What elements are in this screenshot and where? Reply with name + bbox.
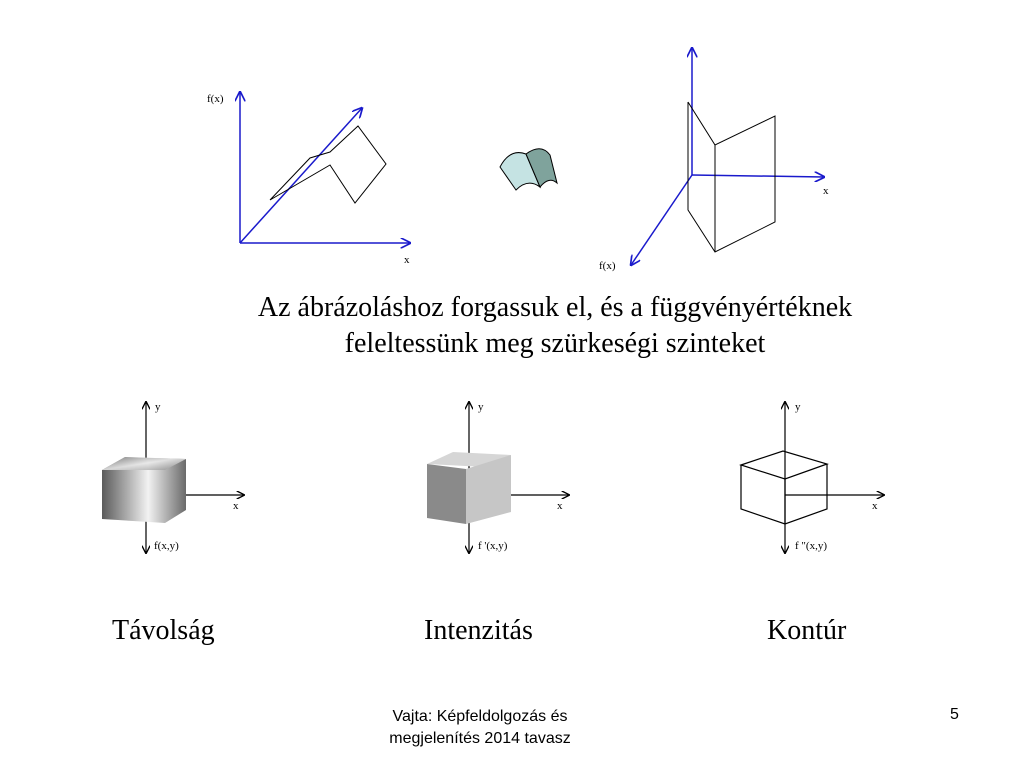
graph-2d-y-label: f(x) [207, 93, 224, 105]
panel-intensity [427, 401, 569, 553]
footer-line-2: megjelenítés 2014 tavasz [389, 730, 571, 747]
caption-contour: Kontúr [767, 615, 847, 646]
panel-2-f-label: f '(x,y) [478, 540, 508, 552]
graph-3d-x-label: x [823, 185, 829, 197]
panel-3-y-label: y [795, 401, 801, 413]
panel-1-f-label: f(x,y) [154, 540, 179, 552]
graph-2d-diagonal-axis [240, 108, 362, 243]
caption-distance: Távolság [112, 615, 215, 646]
panel-distance [102, 401, 244, 553]
panel-2-y-label: y [478, 401, 484, 413]
page-number: 5 [950, 706, 959, 723]
description-text [160, 290, 950, 362]
panel-1-x-label: x [233, 500, 239, 512]
graph-2d-x-label: x [404, 254, 410, 266]
description-line-1: Az ábrázoláshoz forgassuk el, és a függvényértéknek [257, 292, 853, 323]
caption-intensity: Intenzitás [424, 615, 533, 646]
panel-2-x-label: x [557, 500, 563, 512]
graph-3d-fx-axis [631, 175, 692, 265]
panel-3-x-label: x [872, 500, 878, 512]
graph-3d [599, 48, 829, 272]
panel-1-y-label: y [155, 401, 161, 413]
footer [360, 706, 600, 750]
graph-3d-folded-surface [688, 102, 775, 252]
intensity-cube-left [427, 464, 466, 524]
graph-2d [207, 92, 410, 266]
description-line-2: feleltessünk meg szürkeségi szinteket [344, 328, 766, 359]
panel-contour [741, 401, 884, 553]
ribbon-surface-shape [500, 149, 557, 190]
footer-line-1: Vajta: Képfeldolgozás és [392, 708, 568, 725]
graph-3d-fx-label: f(x) [599, 260, 616, 272]
graph-3d-x-axis [692, 175, 824, 177]
contour-wire-cube [741, 451, 827, 524]
panel-3-f-label: f "(x,y) [795, 540, 827, 552]
